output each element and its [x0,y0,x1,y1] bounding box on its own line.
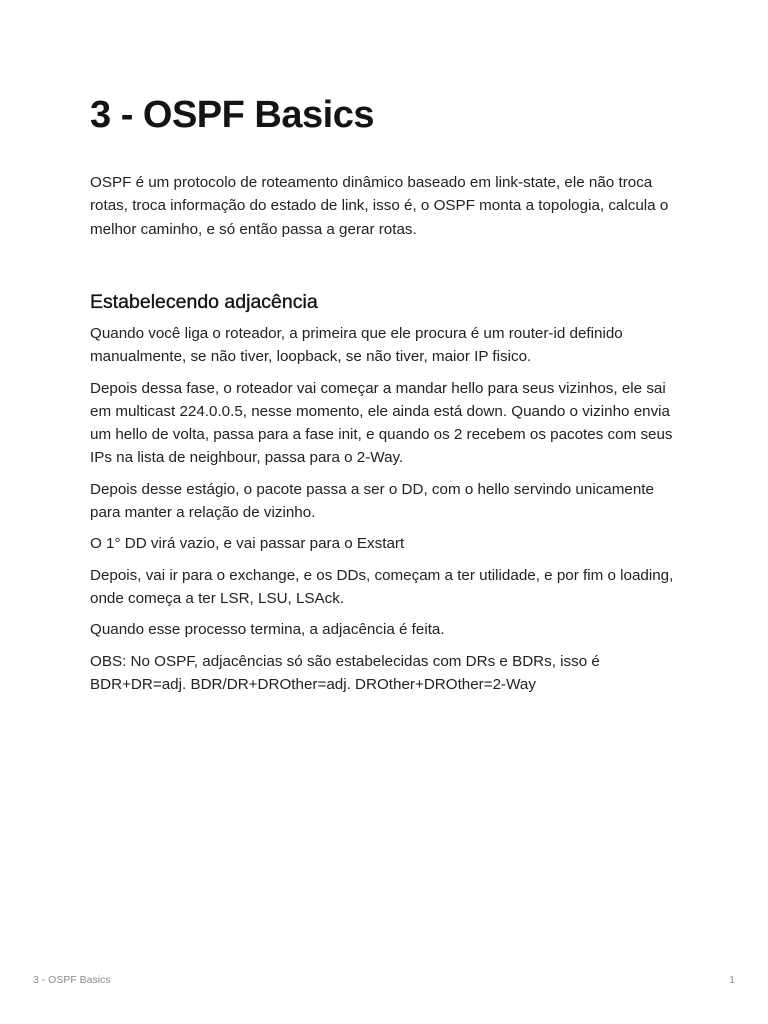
paragraph-obs: OBS: No OSPF, adjacências só são estabelecidas com DRs e BDRs, isso é BDR+DR=adj. BDR/DR+DROther=adj. DROther+DROther=2-Way [90,652,600,693]
paragraph-dd: Depois desse estágio, o pacote passa a ser o DD, com o hello servindo unicamente para manter a relação de vizinho. [90,480,654,522]
paragraph-router-id: Quando você liga o roteador, a primeira que ele procura é um router-id definido manualmente, se não tiver, loopback, se não tiver, maior IP fisico. [90,325,623,366]
page-title: 3 - OSPF Basics [90,94,374,136]
paragraph-exchange: Depois, vai ir para o exchange, e os DDs, começam a ter utilidade, e por fim o loading, onde começa a ter LSR, LSU, LSAck. [90,566,674,607]
paragraph-full: Quando esse processo termina, a adjacência é feita. [90,621,445,639]
section-heading: Estabelecendo adjacência [90,291,318,313]
footer-title: 3 - OSPF Basics [33,974,111,986]
intro-paragraph: OSPF é um protocolo de roteamento dinâmico baseado em link-state, ele não troca rotas, troca informação do estado de link, isso é, o OSPF monta a topologia, calcula o melhor caminho, e só então passa a gerar rotas. [90,174,669,238]
paragraph-hello: Depois dessa fase, o roteador vai começar a mandar hello para seus vizinhos, ele sai em multicast 224.0.0.5, nesse momento, ele ainda está down. Quando o vizinho envia um hello de volta, passa para a fase init, e quando os 2 recebem os pacotes com seus IPs na lista de neighbour, passa para o 2-Way. [90,379,673,467]
paragraph-exstart: O 1° DD virá vazio, e vai passar para o Exstart [90,535,405,553]
footer-page-number: 1 [729,974,735,986]
section-adjacency [90,289,680,704]
